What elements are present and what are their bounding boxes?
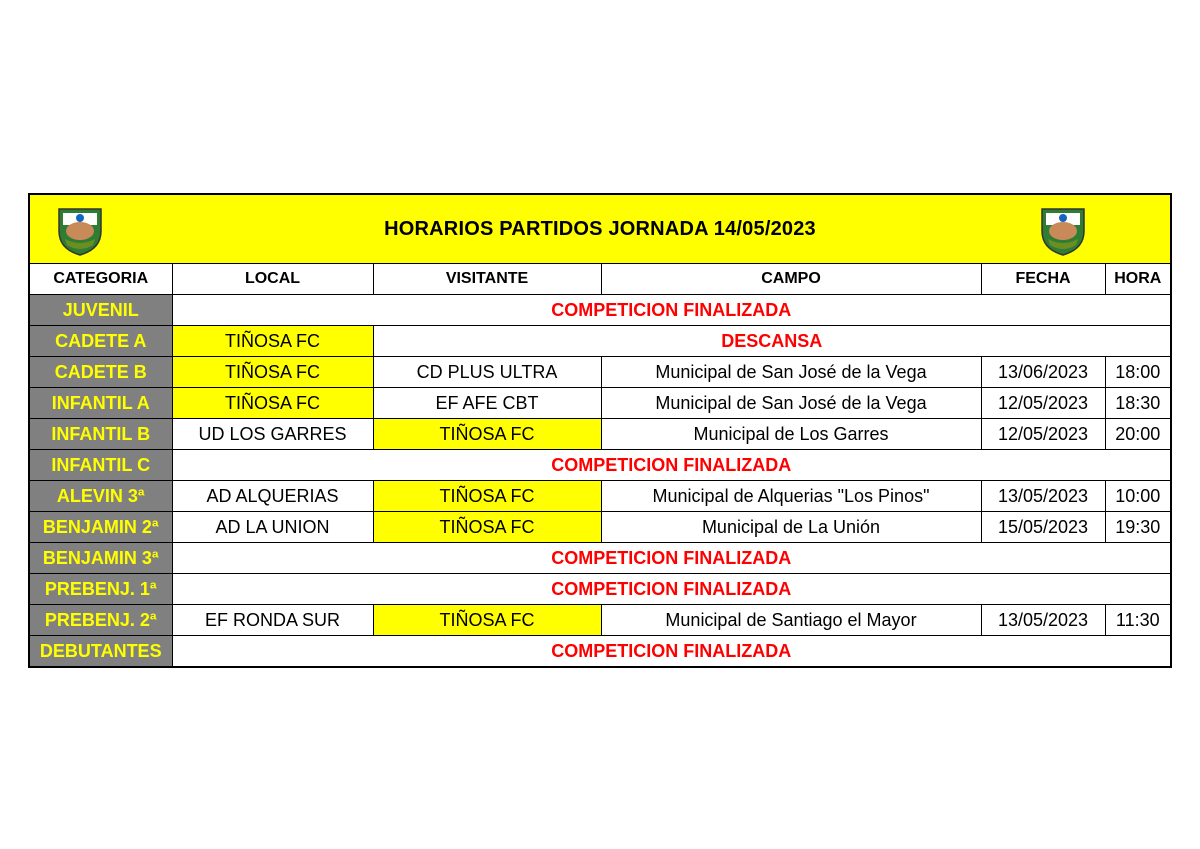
notice-cell: COMPETICION FINALIZADA bbox=[172, 295, 1170, 326]
categoria-cell: BENJAMIN 2ª bbox=[30, 512, 172, 543]
local-cell: UD LOS GARRES bbox=[172, 419, 373, 450]
schedule-rows bbox=[30, 295, 1170, 667]
categoria-cell: INFANTIL B bbox=[30, 419, 172, 450]
notice-cell: COMPETICION FINALIZADA bbox=[172, 574, 1170, 605]
column-header: CAMPO bbox=[601, 264, 981, 295]
fecha-cell: 13/05/2023 bbox=[981, 605, 1105, 636]
categoria-cell: CADETE B bbox=[30, 357, 172, 388]
table-row bbox=[30, 636, 1170, 667]
hora-cell: 20:00 bbox=[1105, 419, 1170, 450]
club-crest-icon bbox=[1036, 201, 1090, 257]
categoria-cell: JUVENIL bbox=[30, 295, 172, 326]
table-row bbox=[30, 481, 1170, 512]
hora-cell: 18:00 bbox=[1105, 357, 1170, 388]
table-row bbox=[30, 357, 1170, 388]
local-cell: AD LA UNION bbox=[172, 512, 373, 543]
local-cell: TIÑOSA FC bbox=[172, 388, 373, 419]
notice-cell: DESCANSA bbox=[373, 326, 1170, 357]
column-header: FECHA bbox=[981, 264, 1105, 295]
column-header: HORA bbox=[1105, 264, 1170, 295]
notice-cell: COMPETICION FINALIZADA bbox=[172, 450, 1170, 481]
categoria-cell: CADETE A bbox=[30, 326, 172, 357]
fecha-cell: 15/05/2023 bbox=[981, 512, 1105, 543]
column-header: LOCAL bbox=[172, 264, 373, 295]
local-cell: TIÑOSA FC bbox=[172, 357, 373, 388]
column-header: CATEGORIA bbox=[30, 264, 172, 295]
table-row bbox=[30, 295, 1170, 326]
table-row bbox=[30, 450, 1170, 481]
categoria-cell: DEBUTANTES bbox=[30, 636, 172, 667]
table-row bbox=[30, 605, 1170, 636]
visitante-cell: TIÑOSA FC bbox=[373, 512, 601, 543]
visitante-cell: CD PLUS ULTRA bbox=[373, 357, 601, 388]
column-header: VISITANTE bbox=[373, 264, 601, 295]
table-row bbox=[30, 543, 1170, 574]
table-row bbox=[30, 388, 1170, 419]
categoria-cell: ALEVIN 3ª bbox=[30, 481, 172, 512]
schedule-sheet bbox=[28, 193, 1172, 668]
campo-cell: Municipal de San José de la Vega bbox=[601, 357, 981, 388]
categoria-cell: PREBENJ. 2ª bbox=[30, 605, 172, 636]
campo-cell: Municipal de Los Garres bbox=[601, 419, 981, 450]
page-title: HORARIOS PARTIDOS JORNADA 14/05/2023 bbox=[384, 217, 816, 240]
fecha-cell: 12/05/2023 bbox=[981, 388, 1105, 419]
campo-cell: Municipal de Santiago el Mayor bbox=[601, 605, 981, 636]
visitante-cell: TIÑOSA FC bbox=[373, 481, 601, 512]
hora-cell: 11:30 bbox=[1105, 605, 1170, 636]
categoria-cell: INFANTIL A bbox=[30, 388, 172, 419]
hora-cell: 19:30 bbox=[1105, 512, 1170, 543]
local-cell: TIÑOSA FC bbox=[172, 326, 373, 357]
categoria-cell: INFANTIL C bbox=[30, 450, 172, 481]
hora-cell: 18:30 bbox=[1105, 388, 1170, 419]
fecha-cell: 13/05/2023 bbox=[981, 481, 1105, 512]
club-crest-icon bbox=[53, 201, 107, 257]
fecha-cell: 13/06/2023 bbox=[981, 357, 1105, 388]
local-cell: AD ALQUERIAS bbox=[172, 481, 373, 512]
visitante-cell: TIÑOSA FC bbox=[373, 605, 601, 636]
table-row bbox=[30, 512, 1170, 543]
categoria-cell: BENJAMIN 3ª bbox=[30, 543, 172, 574]
campo-cell: Municipal de Alquerias "Los Pinos" bbox=[601, 481, 981, 512]
title-bar bbox=[30, 195, 1170, 264]
categoria-cell: PREBENJ. 1ª bbox=[30, 574, 172, 605]
table-row bbox=[30, 326, 1170, 357]
table-row bbox=[30, 574, 1170, 605]
schedule-table bbox=[30, 264, 1170, 666]
table-row bbox=[30, 419, 1170, 450]
visitante-cell: EF AFE CBT bbox=[373, 388, 601, 419]
notice-cell: COMPETICION FINALIZADA bbox=[172, 636, 1170, 667]
notice-cell: COMPETICION FINALIZADA bbox=[172, 543, 1170, 574]
visitante-cell: TIÑOSA FC bbox=[373, 419, 601, 450]
table-header-row bbox=[30, 264, 1170, 295]
campo-cell: Municipal de La Unión bbox=[601, 512, 981, 543]
fecha-cell: 12/05/2023 bbox=[981, 419, 1105, 450]
campo-cell: Municipal de San José de la Vega bbox=[601, 388, 981, 419]
hora-cell: 10:00 bbox=[1105, 481, 1170, 512]
local-cell: EF RONDA SUR bbox=[172, 605, 373, 636]
